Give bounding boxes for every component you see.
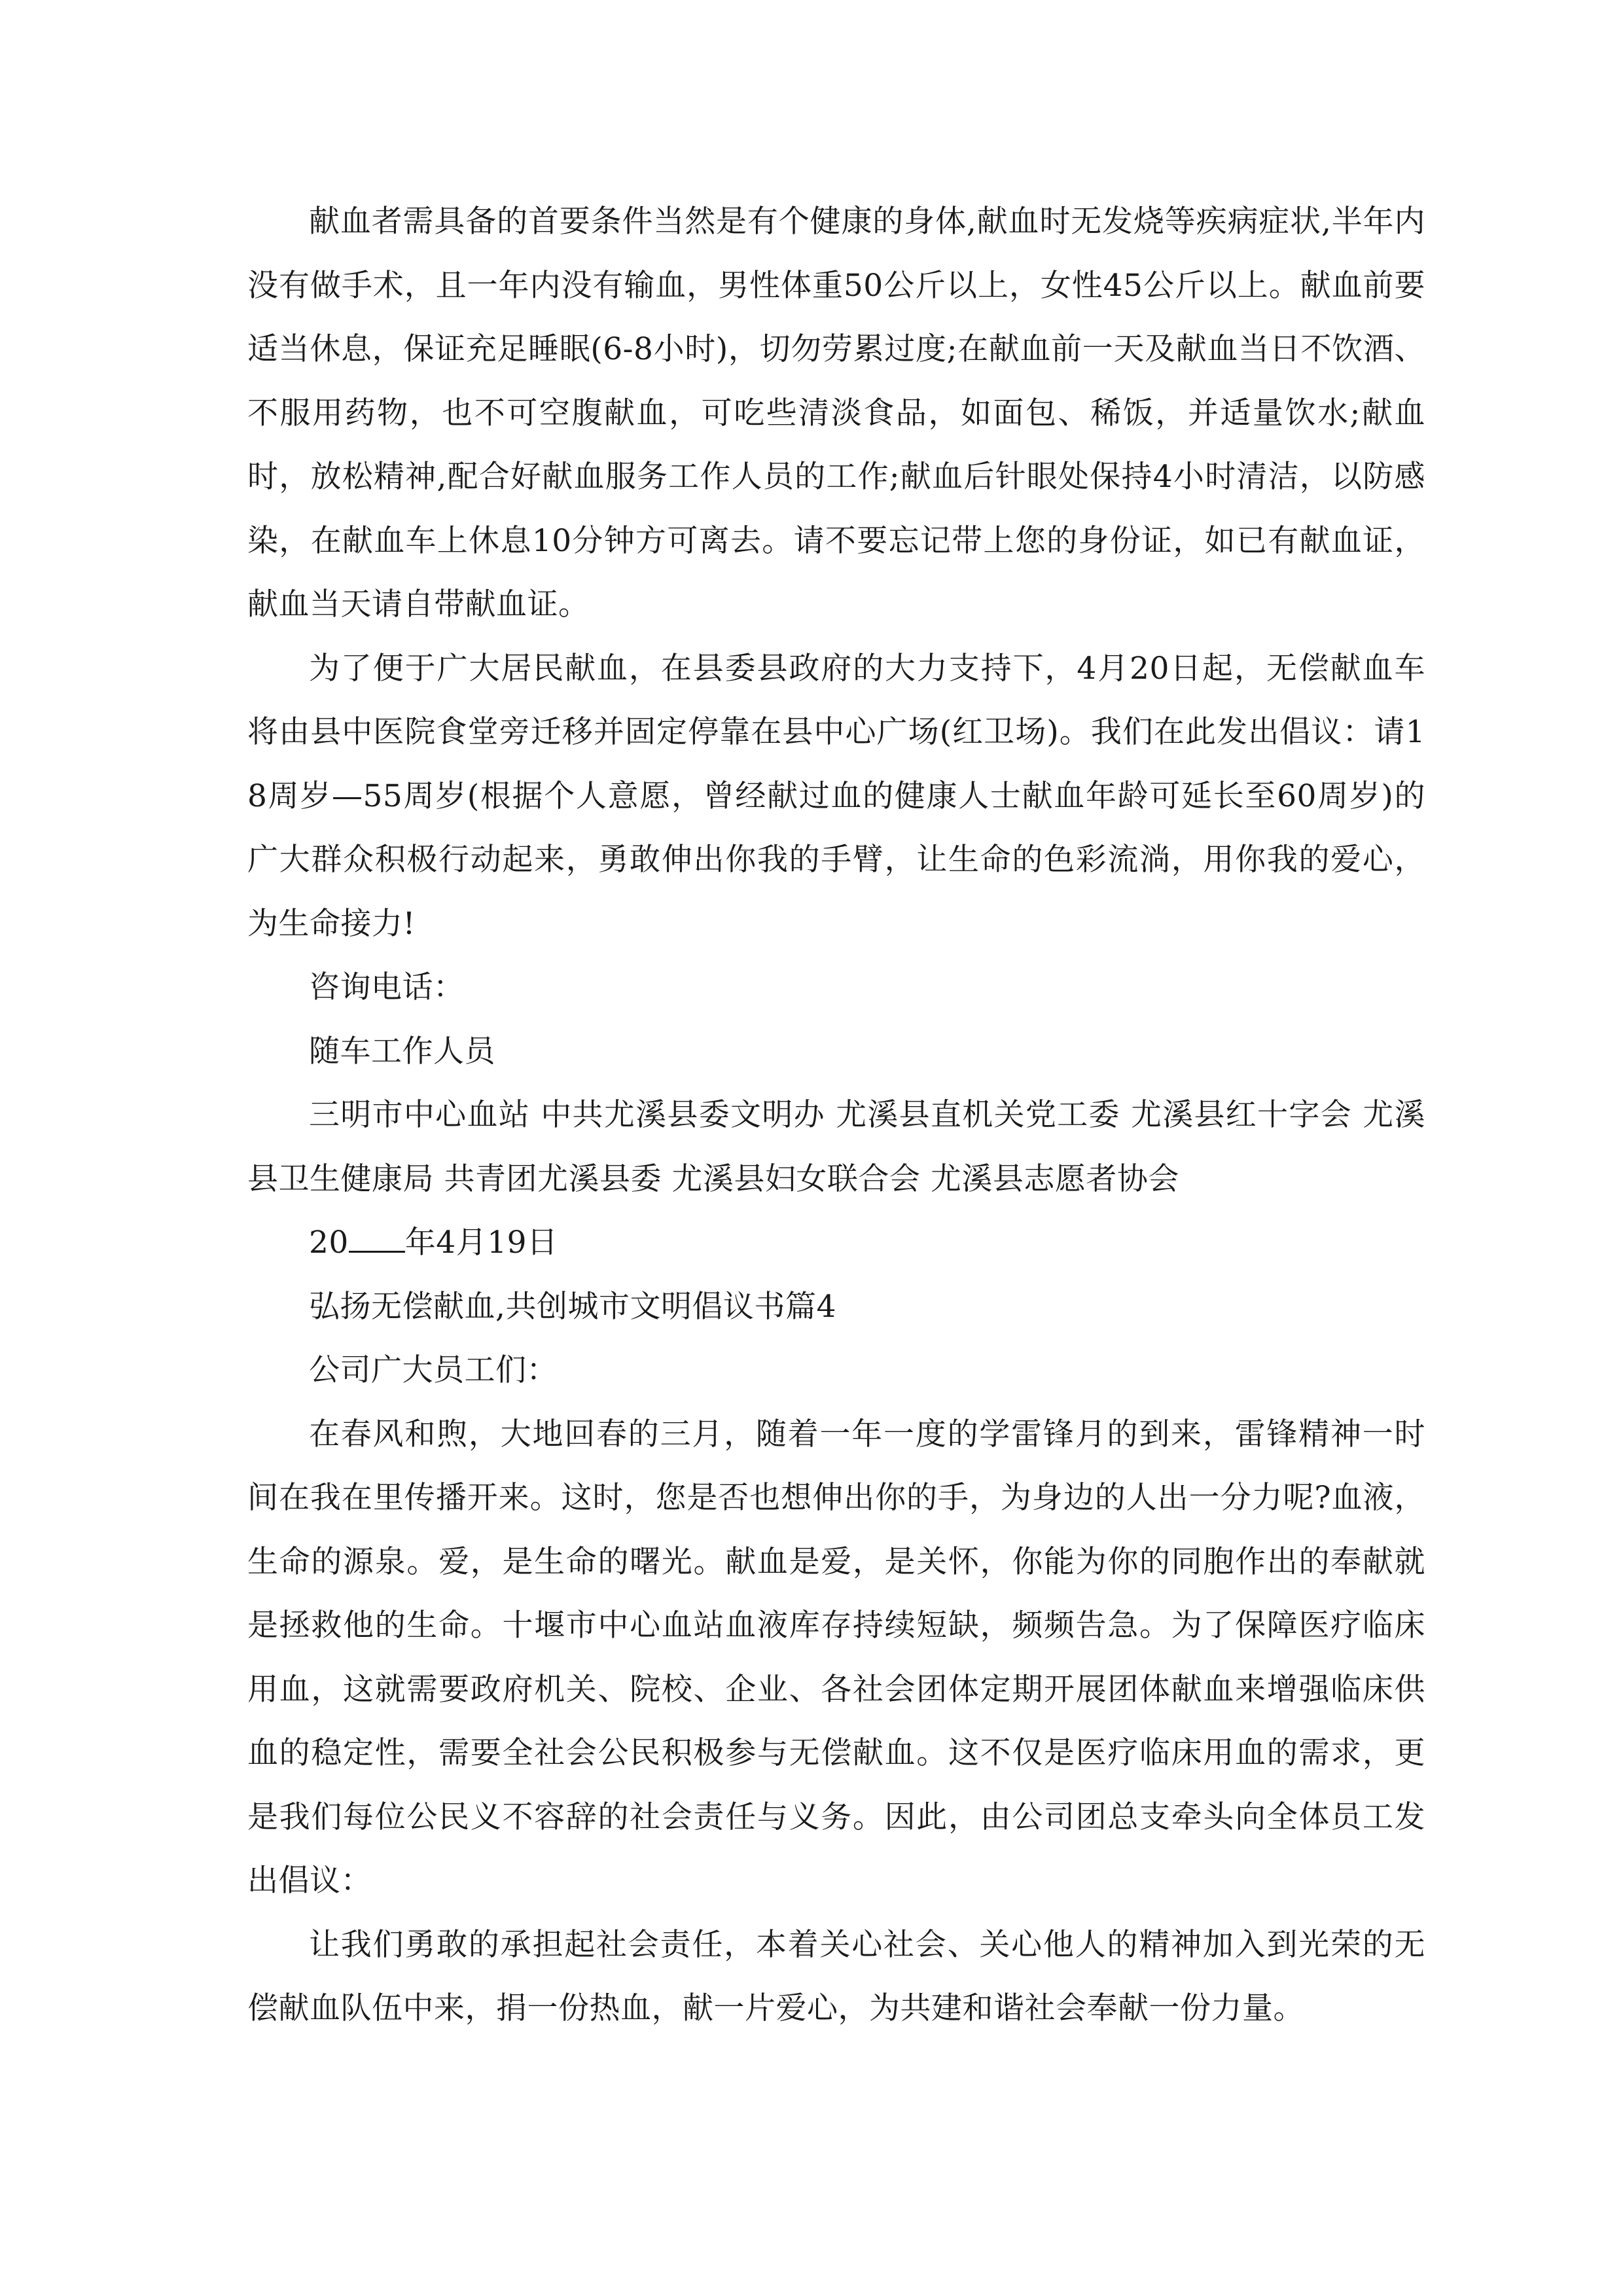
paragraph-lei-feng-month: 在春风和煦，大地回春的三月，随着一年一度的学雷锋月的到来，雷锋精神一时间在我在里传播开来。这时，您是否也想伸出你的手，为身边的人出一分力呢?血液，生命的源泉。爱，是生命的曙光。献血是爱，是关怀，你能为你的同胞作出的奉献就是拯救他的生命。十堰市中心血站血液库存持续短缺，频频告急。为了保障医疗临床用血，这就需要政府机关、院校、企业、各社会团体定期开展团体献血来增强临床供血的稳定性，需要全社会公民积极参与无偿献血。这不仅是医疗临床用血的需求，更是我们每位公民义不容辞的社会责任与义务。因此，由公司团总支牵头向全体员工发出倡议：: [247, 1416, 1425, 1899]
document-body: [247, 190, 1425, 2041]
paragraph-donor-requirements: 献血者需具备的首要条件当然是有个健康的身体,献血时无发烧等疾病症状,半年内没有做手术，且一年内没有输血，男性体重50公斤以上，女性45公斤以上。献血前要适当休息，保证充足睡眠(6-8小时)，切勿劳累过度;在献血前一天及献血当日不饮酒、不服用药物，也不可空腹献血，可吃些清淡食品，如面包、稀饭，并适量饮水;献血时，放松精神,配合好献血服务工作人员的工作;献血后针眼处保持4小时清洁，以防感染，在献血车上休息10分钟方可离去。请不要忘记带上您的身份证，如已有献血证，献血当天请自带献血证。: [247, 204, 1425, 622]
date-year-prefix: 20: [309, 1225, 349, 1261]
paragraph-organizers: 三明市中心血站 中共尤溪县委文明办 尤溪县直机关党工委 尤溪县红十字会 尤溪县卫生健康局 共青团尤溪县委 尤溪县妇女联合会 尤溪县志愿者协会: [247, 1097, 1425, 1197]
date-rest: 年4月19日: [404, 1225, 558, 1261]
paragraph-date: [247, 1211, 1425, 1275]
paragraph-blood-vehicle-relocation: 为了便于广大居民献血，在县委县政府的大力支持下，4月20日起，无偿献血车将由县中医院食堂旁迁移并固定停靠在县中心广场(红卫场)。我们在此发出倡议：请18周岁—55周岁(根据个人意愿，曾经献过血的健康人士献血年龄可延长至60周岁)的广大群众积极行动起来，勇敢伸出你我的手臂，让生命的色彩流淌，用你我的爱心，为生命接力!: [247, 650, 1425, 942]
paragraph-staff: 随车工作人员: [309, 1033, 495, 1069]
paragraph-call-to-action: 让我们勇敢的承担起社会责任，本着关心社会、关心他人的精神加入到光荣的无偿献血队伍中来，捐一份热血，献一片爱心，为共建和谐社会奉献一份力量。: [247, 1926, 1425, 2026]
paragraph-salutation: 公司广大员工们：: [309, 1352, 558, 1388]
date-blank-line: [349, 1225, 405, 1253]
paragraph-consult-phone: 咨询电话：: [309, 969, 465, 1005]
section-heading: 弘扬无偿献血,共创城市文明倡议书篇4: [309, 1288, 836, 1325]
